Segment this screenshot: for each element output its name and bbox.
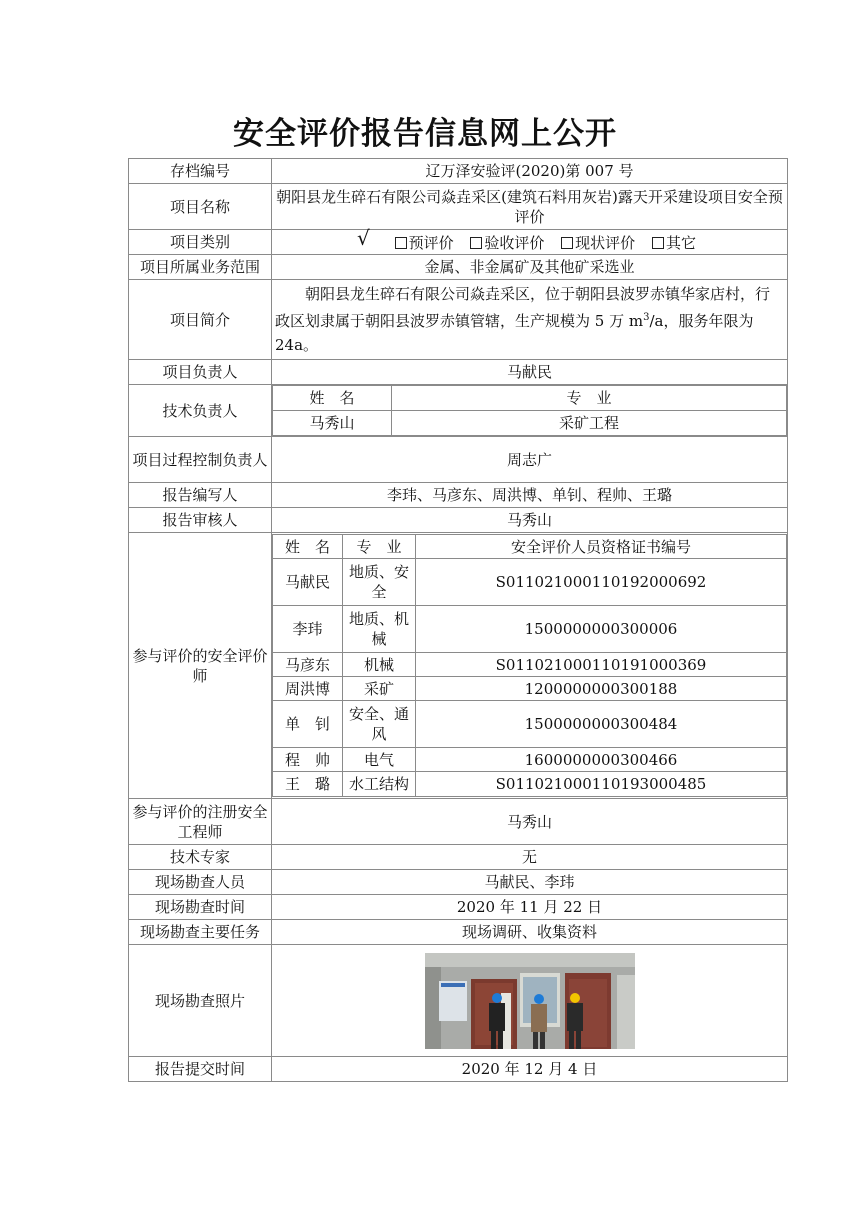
leader-value: 马献民: [272, 360, 788, 385]
check-mark-icon: √: [357, 226, 370, 250]
option-label: 其它: [665, 234, 696, 252]
eval-cert: S011021000110191000369: [416, 653, 787, 677]
process-lead-value: 周志广: [272, 437, 788, 483]
eval-major: 地质、安全: [343, 559, 416, 606]
archive-no-label: 存档编号: [129, 159, 272, 184]
row-business-scope: [129, 255, 788, 280]
business-scope-label: 项目所属业务范围: [129, 255, 272, 280]
project-type-options: [272, 226, 788, 255]
intro-text-a: 朝阳县龙生碎石有限公司焱垚采区，位于朝阳县波罗赤镇华家店村，行政区划隶属于朝阳县波罗赤镇管辖，生产规模为 5 万 m: [275, 285, 771, 330]
row-writers: [129, 483, 788, 508]
row-reviewer: [129, 508, 788, 533]
checkbox-other[interactable]: [652, 233, 696, 253]
eval-cert: 1200000000300188: [416, 677, 787, 701]
eval-major-header: 专 业: [343, 535, 416, 559]
writers-value: 李玮、马彦东、周洪博、单钊、程帅、王璐: [272, 483, 788, 508]
archive-no-value: 辽万泽安验评(2020)第 007 号: [272, 159, 788, 184]
eval-cert: S011021000110192000692: [416, 559, 787, 606]
eval-name: 程 帅: [273, 748, 343, 772]
table-row: [273, 772, 787, 797]
eval-cert: 1500000000300484: [416, 701, 787, 748]
intro-sup: 3: [643, 312, 650, 323]
eval-cert: 1600000000300466: [416, 748, 787, 772]
option-label: 验收评价: [484, 234, 545, 252]
intro-text: [272, 280, 788, 360]
site-photo-label: 现场勘查照片: [129, 945, 272, 1057]
row-project-name: [129, 184, 788, 230]
eval-name: 周洪博: [273, 677, 343, 701]
site-task-value: 现场调研、收集资料: [272, 920, 788, 945]
row-engineer: [129, 799, 788, 845]
table-row: [273, 606, 787, 653]
site-staff-label: 现场勘查人员: [129, 870, 272, 895]
eval-cert: S011021000110193000485: [416, 772, 787, 797]
tech-lead-major: 采矿工程: [392, 411, 787, 436]
business-scope-value: 金属、非金属矿及其他矿采选业: [272, 255, 788, 280]
intro-text-b: /a，服务年限为 24a。: [275, 312, 754, 354]
site-time-value: 2020 年 11 月 22 日: [272, 895, 788, 920]
site-staff-value: 马献民、李玮: [272, 870, 788, 895]
row-intro: [129, 280, 788, 360]
tech-lead-name-header: 姓 名: [273, 386, 392, 411]
eval-cert-header: 安全评价人员资格证书编号: [416, 535, 787, 559]
row-project-type: [129, 230, 788, 255]
expert-value: 无: [272, 845, 788, 870]
tech-lead-name: 马秀山: [273, 411, 392, 436]
option-label: 预评价: [408, 234, 454, 252]
table-row: [273, 653, 787, 677]
submit-time-label: 报告提交时间: [129, 1057, 272, 1082]
info-table: [128, 158, 788, 1082]
evaluators-label: 参与评价的安全评价师: [129, 533, 272, 799]
eval-name: 单 钊: [273, 701, 343, 748]
writers-label: 报告编写人: [129, 483, 272, 508]
row-site-task: [129, 920, 788, 945]
row-tech-lead: [129, 385, 788, 437]
reviewer-value: 马秀山: [272, 508, 788, 533]
row-evaluators: [129, 533, 788, 799]
reviewer-label: 报告审核人: [129, 508, 272, 533]
row-leader: [129, 360, 788, 385]
site-photo-cell: [272, 945, 788, 1057]
engineer-value: 马秀山: [272, 799, 788, 845]
row-site-photo: [129, 945, 788, 1057]
row-submit-time: [129, 1057, 788, 1082]
table-row: [273, 748, 787, 772]
checkbox-status-eval[interactable]: [561, 233, 635, 253]
table-row: [273, 701, 787, 748]
eval-major: 机械: [343, 653, 416, 677]
eval-name: 马献民: [273, 559, 343, 606]
expert-label: 技术专家: [129, 845, 272, 870]
row-archive-no: [129, 159, 788, 184]
tech-lead-major-header: 专 业: [392, 386, 787, 411]
eval-name: 李玮: [273, 606, 343, 653]
row-site-time: [129, 895, 788, 920]
eval-cert: 1500000000300006: [416, 606, 787, 653]
eval-major: 水工结构: [343, 772, 416, 797]
tech-lead-label: 技术负责人: [129, 385, 272, 437]
tech-lead-subtable: [272, 385, 787, 436]
eval-major: 地质、机械: [343, 606, 416, 653]
evaluators-subtable-cell: [272, 533, 788, 799]
process-lead-label: 项目过程控制负责人: [129, 437, 272, 483]
site-photo: [425, 953, 635, 1049]
eval-name: 王 璐: [273, 772, 343, 797]
table-row: [273, 677, 787, 701]
page-title: 安全评价报告信息网上公开: [233, 116, 617, 152]
row-site-staff: [129, 870, 788, 895]
project-name-value: 朝阳县龙生碎石有限公司焱垚采区(建筑石料用灰岩)露天开采建设项目安全预评价: [272, 184, 788, 230]
eval-name: 马彦东: [273, 653, 343, 677]
eval-major: 电气: [343, 748, 416, 772]
site-task-label: 现场勘查主要任务: [129, 920, 272, 945]
submit-time-value: 2020 年 12 月 4 日: [272, 1057, 788, 1082]
project-name-label: 项目名称: [129, 184, 272, 230]
leader-label: 项目负责人: [129, 360, 272, 385]
option-label: 现状评价: [575, 234, 636, 252]
row-expert: [129, 845, 788, 870]
project-type-label: 项目类别: [129, 230, 272, 255]
intro-label: 项目简介: [129, 280, 272, 360]
engineer-label: 参与评价的注册安全工程师: [129, 799, 272, 845]
checkbox-pre-eval[interactable]: [395, 233, 454, 253]
site-time-label: 现场勘查时间: [129, 895, 272, 920]
eval-name-header: 姓 名: [273, 535, 343, 559]
evaluators-subtable: [272, 534, 787, 797]
site-photo-image: [425, 953, 635, 1049]
table-row: [273, 559, 787, 606]
checkbox-acceptance-eval[interactable]: [470, 233, 544, 253]
row-process-lead: [129, 437, 788, 483]
eval-major: 安全、通风: [343, 701, 416, 748]
tech-lead-subtable-cell: [272, 385, 788, 437]
eval-major: 采矿: [343, 677, 416, 701]
